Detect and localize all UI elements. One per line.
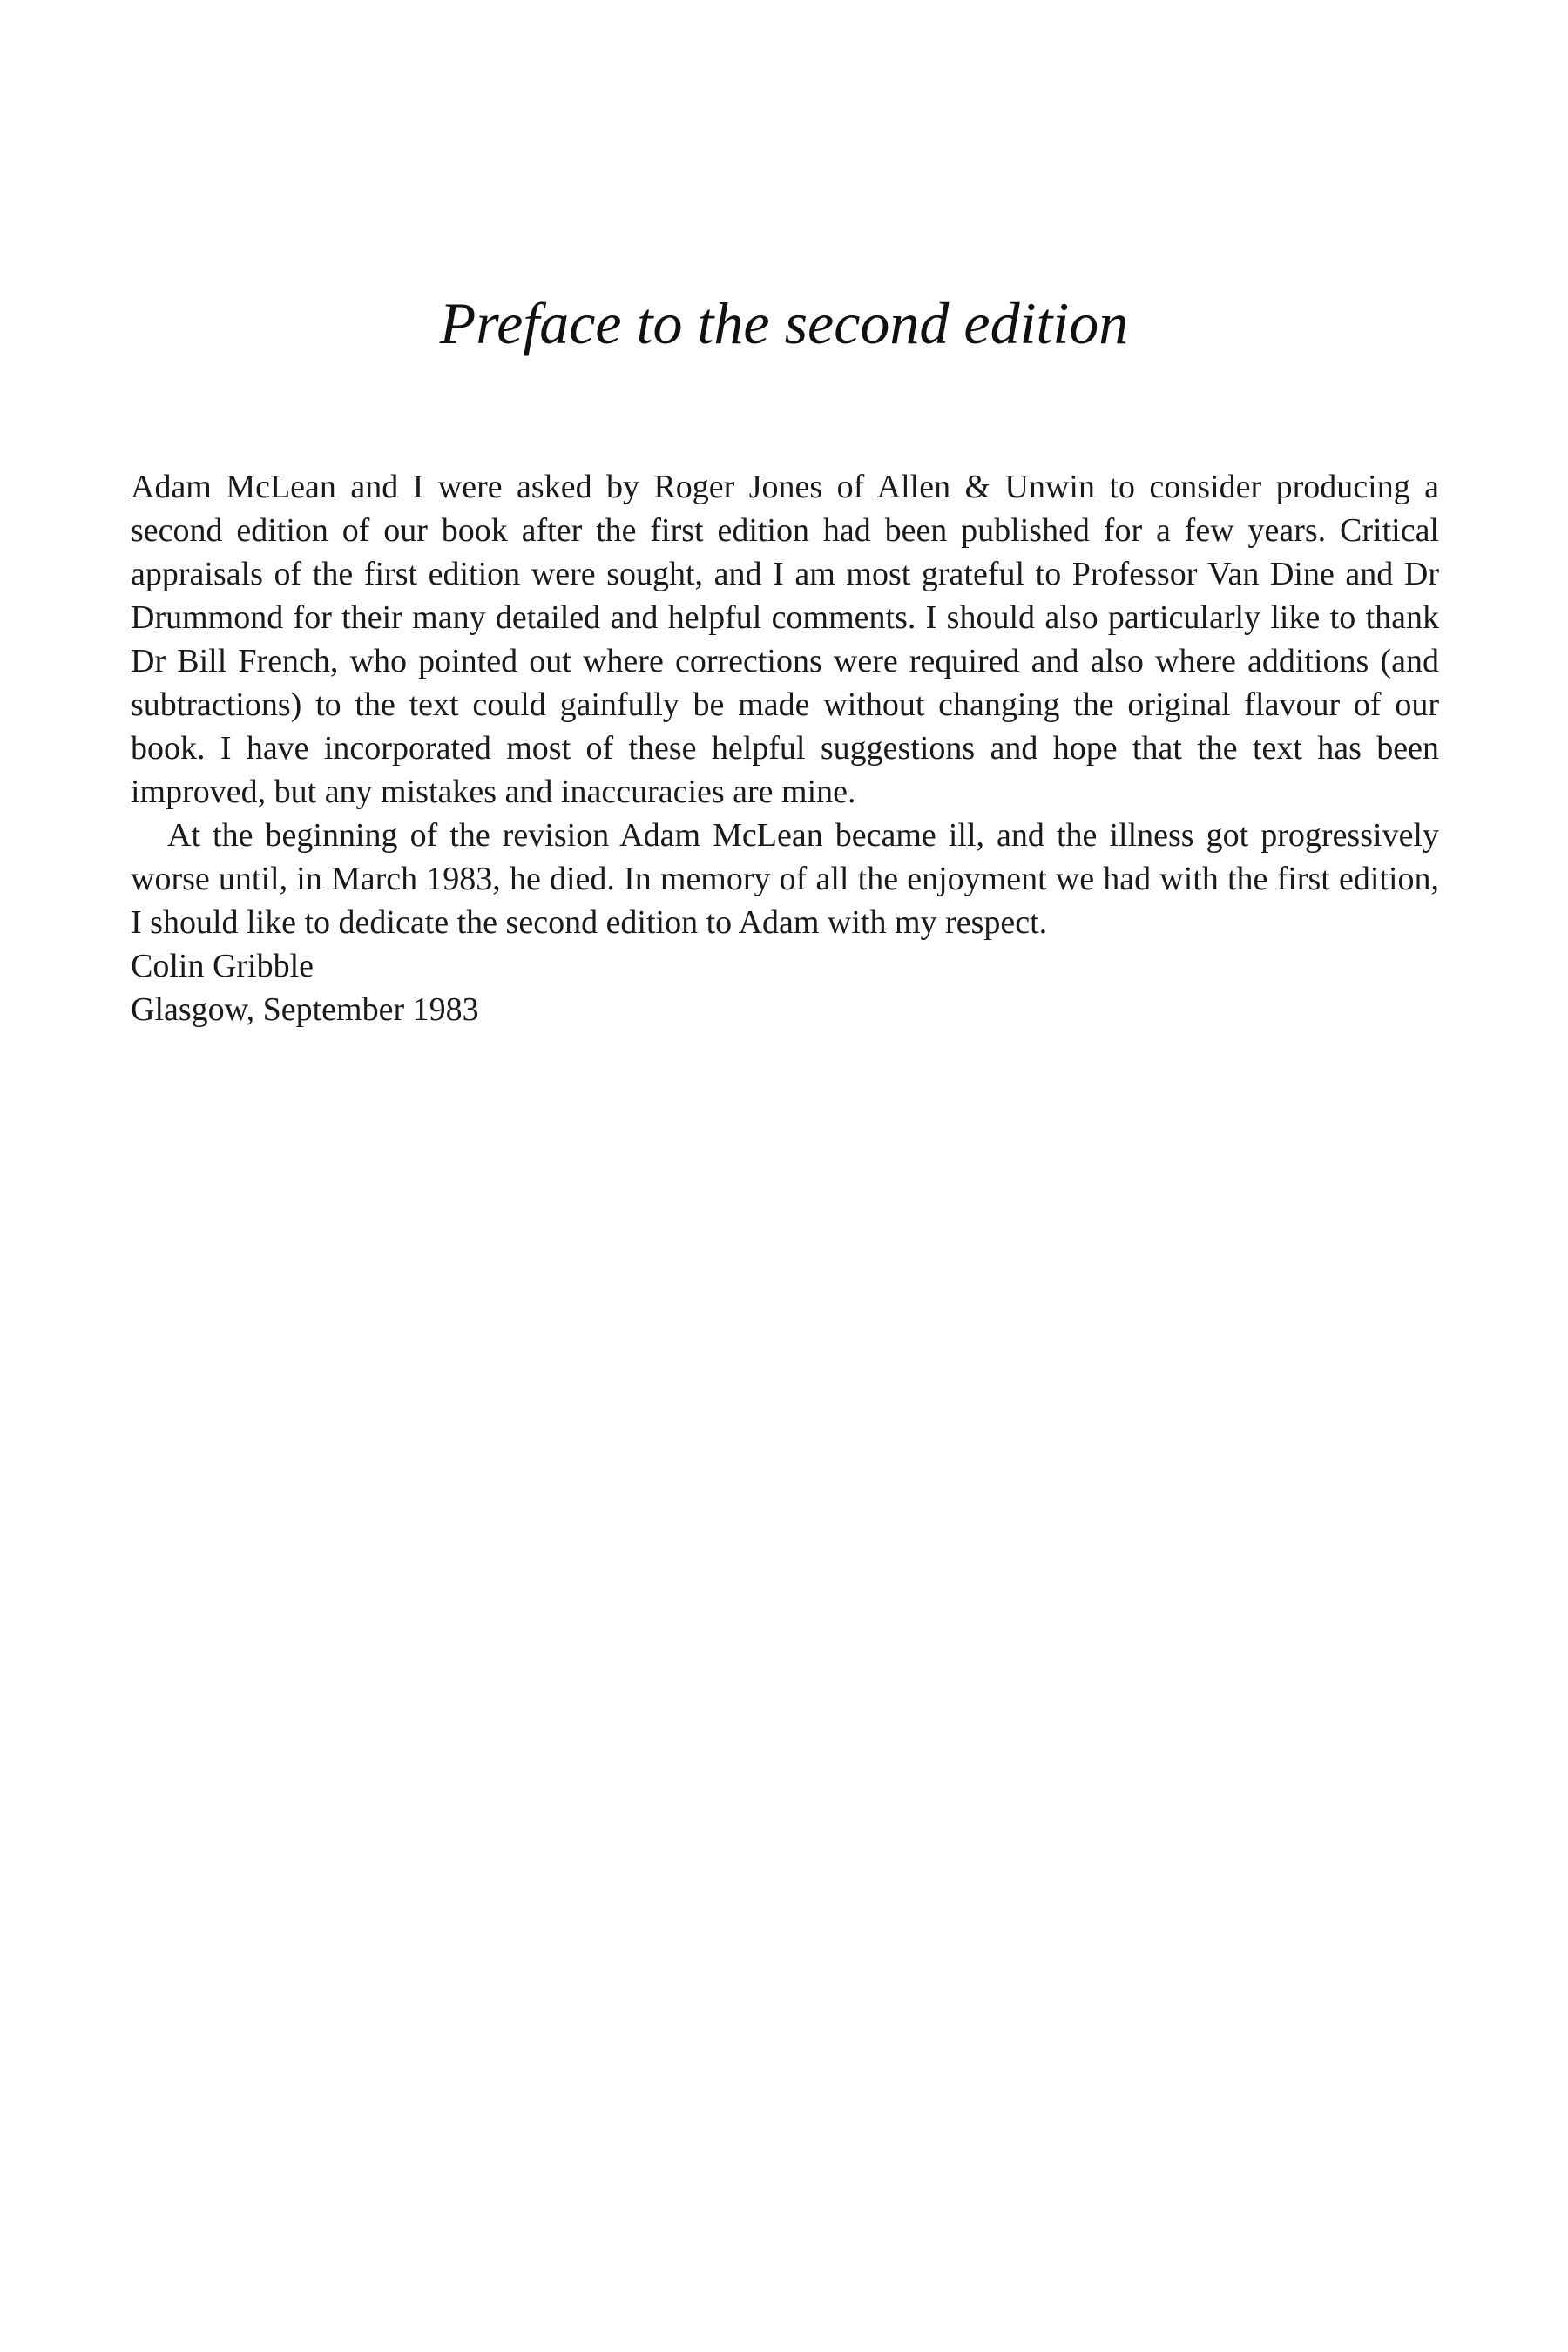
signature-name: Colin Gribble <box>131 948 314 984</box>
signature-place-date: Glasgow, September 1983 <box>131 991 479 1028</box>
page-title: Preface to the second edition <box>439 290 1129 356</box>
preface-body <box>131 465 1439 1031</box>
paragraph-1: Adam McLean and I were asked by Roger Jones of Allen & Unwin to consider producing a second edition of our book after the first edition had been published for a few years. Critical appraisals of the first edition were sought, and I am most grateful to Professor Van Dine and Dr Drummond for their many detailed and helpful comments. I should also particularly like to thank Dr Bill French, who pointed out where corrections were required and also where additions (and subtractions) to the text could gainfully be made without changing the original flavour of our book. I have incorporated most of these helpful suggestions and hope that the text has been improved, but any mistakes and inaccuracies are mine. <box>131 469 1439 810</box>
paragraph-2: At the beginning of the revision Adam McLean became ill, and the illness got progressively worse until, in March 1983, he died. In memory of all the enjoyment we had with the first edition, I should like to dedicate the second edition to Adam with my respect. <box>131 817 1439 941</box>
